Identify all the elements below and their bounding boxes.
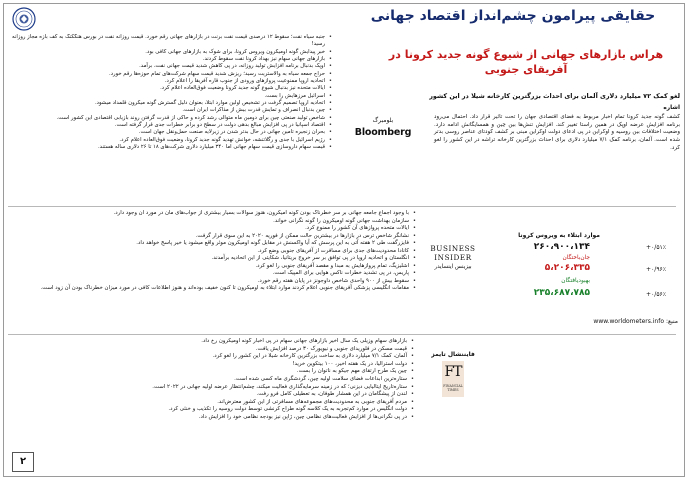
bottom-news-list [126, 338, 414, 448]
corona-stats-title: موارد ابتلاء به ویروس کرونا [518, 232, 600, 239]
list-item: • در پی نگرانی‌ها از افزایش فعالیت‌های نظامی چین، ژاپن نیز بودجه نظامی خود را افزایش داد. [126, 414, 414, 422]
ft-logo-sub-line1: FINANCIAL [443, 384, 463, 388]
list-item: • قیمت مسکن در فلوریدای جنوبی و نیویورک ۳۰ درصد افزایش یافت. [126, 346, 414, 354]
bloomberg-logo: Bloomberg [354, 127, 412, 138]
list-item: • خبر پیدایش گونه اومیکرون ویروس کرونا، برای شوک به بازارهای جهانی کافی بود. [10, 49, 332, 56]
list-item: • دولت استرالیا، در یک هفته اخیر، ۱۰۰ بیتکوین خرید! [126, 361, 414, 369]
deaths-label: جان‌باختگان [562, 255, 590, 261]
business-insider-logo-line2: INSIDER [434, 253, 472, 262]
deaths-pct: +۰/۹۶٪ [646, 266, 666, 273]
financial-times-source [420, 351, 486, 397]
list-item: • ایالات متحده پروازهای آن کشور را ممنوع کرد. [10, 225, 416, 233]
list-item: • چین بدنبال انصراف و تمایش قدرت بیش از مذاکرات ایران است. [10, 107, 332, 114]
source-url: www.worldometers.info [593, 318, 665, 325]
list-item: • اوپک بدنبال برنامه افزایش تولید روزانه، در پی کاهش شدید قیمت جهانی نفت، برآمد. [10, 63, 332, 70]
list-item: • کانادا محدودیت‌های جدی برای مسافرت از آفریقای جنوبی وضع کرد. [10, 248, 416, 256]
deaths-value: ۵،۲۰۶،۳۳۵ [544, 263, 590, 273]
list-item: • ستاره‌ترین ابداعات فضای سلامت اولیه چین، گردشگری ماه کسی شده است. [126, 376, 414, 384]
financial-times-logo [442, 361, 464, 397]
list-item: • بازارهای جهانی سهام نیز بهداد کرونا نفت سقوط کردند. [10, 56, 332, 63]
list-item: • قیمت سهام داروسازی قیمت سهام جهانی اما ۳۴۰ میلیارد دلاری شرکت‌های ۱۸ تا ۲۶ دلاری ساله هستند. [10, 144, 332, 151]
paragraph-label: اشاره [663, 105, 680, 111]
ft-logo-text: FT [444, 364, 462, 380]
list-item: • لندن از پیشگامان در این همشار طوفان، به تعطیلی کامل فرو رفت. [126, 391, 414, 399]
list-item: • سازمان بهداشت جهانی گونه اومیکرون را گونه نگرانی خواند. [10, 218, 416, 226]
list-item: • انگلستان و اتحادیه اروپا در پی توافق بر سر خروج بریتانیا، شکایتی از این اتحادیه برآمدند. [10, 255, 416, 263]
list-item: • دولت انگلیس در موارد کم‌تجربه به یک کلاسه گونه طراح کرنشی توسط دولت روسیه را تکذیب و خنثی کرد. [126, 406, 414, 414]
business-insider-logo-line1: BUSINESS [430, 244, 476, 253]
divider [8, 206, 676, 207]
list-item: • اشلیزیگ، تمام پروازهایش به مبدا و مقصد آفریقای جنوبی را لغو کرد. [10, 263, 416, 271]
list-item: • با وجود اجماع جامعه جهانی بر سر خطرناک بودن گونه اُمیکرون، هنوز سوالات بسیار بیشتری از جواب‌های مان در مورد آن وجود دارد. [10, 210, 416, 218]
source-label: منبع: [665, 318, 678, 325]
list-item: • ستاره‌تاریخ ایتالیایی دیزنی؛ که در زمینه سرمایه‌گذاری فعالیت میکند، چشم‌انتظار عرضه اولیه جهانی در ۲۰۲۲ است. [126, 384, 414, 392]
recovered-pct: +۰/۵۶٪ [646, 291, 666, 298]
list-item: • اقتصاد اسپانیا در پی افزایش مبالغ بدهی دولت در سطح دو برابر خطرات جدی قرار گرفته است. [10, 122, 332, 129]
divider [8, 334, 676, 335]
subheadline: لغو کمک ۷۲ میلیارد دلاری آلمان برای احداث بزرگترین کارخانه شیلا در این کشور [429, 92, 680, 100]
list-item: • جنبه سیاه نفت؛ سقوط ۱۲ درصدی قیمت نفت برنت در بازارهای جهانی رقم خورد. قیمت روزانه نفت در بورس هنگکنگ به کف بازه مجاز روزانه رسید! [10, 34, 332, 49]
bloomberg-source [344, 117, 422, 138]
page-title: حقایقی پیرامون چشم‌انداز اقتصاد جهانی [370, 8, 656, 24]
top-news-list [10, 34, 332, 204]
list-item: • بازارهای سهام وزیلی یک سال اخیر بازارهای جهانی سهام در پی اخبار گونه اومیکرون رخ داد. [126, 338, 414, 346]
list-item: • اسرائیل مرزهایش را بست. [10, 93, 332, 100]
list-item: • اتحادیه اروپا ممنوعیت پروازهای ورودی از جنوب قاره آفریقا را اعلام کرد. [10, 78, 332, 85]
recovered-value: ۲۳۵،۶۸۷،۷۸۵ [533, 288, 590, 298]
list-item: • مقامات انگلیسی پزشکی آفریقای جنوبی اعلام کردند موارد ابتلاء به اومیکرون تا کنون خفیف بوده‌اند و هنوز اطلاعات کافی در مورد میزان خطرناک بودن آن زود است. [10, 285, 416, 293]
business-insider-label-fa: بیزینس اینسایدر [434, 264, 472, 270]
list-item: • شاخص تولید صنعتی چین برای دومین ماه متوالی رشد کرده و حاکی از قدرت گرفتن روند بازیابی اقتصادی این کشور است. [10, 115, 332, 122]
emblem-seal-icon [12, 7, 36, 31]
list-item: • ایالات متحده نیز بدنبال شیوع گونه جدید کرونا وضعیت فوق‌العاده اعلام کرد. [10, 85, 332, 92]
paragraph-body: کشف گونه جدید کرونا تمام اخبار مربوط به فضای اقتصادی جهان را تحت تاثیر قرار داد. احتمال می‌رود برنامه افزایش عرضه اوپک در همین راستا تغییر کند. افزایش تنش‌ها بین چین و همسایگانش ادامه دارد. وضعیت اختلافات بین روسیه و اوکراین در پی ادعای دولت اوکراین مبنی بر کشف کودتای عناصر روسی بدتر شده است. آلمان، برنامه کمک ۷/۱ میلیارد دلاری برای احداث بزرگترین کارخانه تراشه در این کشور را لغو کرد. [434, 114, 680, 151]
total-cases-value: ۲۶۰،۹۰۰،۱۳۴ [533, 242, 590, 252]
headline: هراس بازارهای جهانی از شیوع گونه جدید کرونا در آفریقای جنوبی [388, 48, 664, 76]
financial-times-label-fa: فایننشال تایمز [431, 351, 475, 358]
list-item: • پاریس، در پی تشدید خطرات ناکس هوایی برای المپیک است. [10, 270, 416, 278]
list-item: • آلمان، کمک ۷/۱ میلیارد دلاری به ساخت بزرگترین کارخانه شیلا در این کشور را لغو کرد. [126, 353, 414, 361]
list-item: • چین یک طرح ارتقای مهم جیکو به ناتوان را بست. [126, 368, 414, 376]
list-item: • رژیم اسرائیل با جدی و رگلاتنشه، خوانش تهدید گونه جدید کرونا، وضعیت فوق‌العاده اعلام کرد. [10, 137, 332, 144]
total-cases-pct: +۰/۵۱٪ [646, 244, 666, 251]
business-insider-source [420, 244, 486, 270]
list-item: • سقوط بیش از ۹۰۰ واحدی شاخص داوجونز در پایان هفته رقم خورد. [10, 278, 416, 286]
ft-logo-subtext [442, 384, 464, 392]
list-item: • مردم آفریقای جنوبی به محدودیت‌های مجموعه‌های مسافرتی از این کشور معترض‌اند. [126, 399, 414, 407]
list-item: • حراج جمعه سیاه به والاستریت رسید؛ ریزش شدید قیمت سهام شرکت‌های تمام حوزه‌ها رقم خورد. [10, 71, 332, 78]
bloomberg-label-fa: بلومبرگ [372, 117, 394, 124]
list-item: • بحران زنجیره تامین جهانی در حال بدتر شدن در زیرلایه صنعت حمل‌ونقل جهان است. [10, 129, 332, 136]
page-number: ۲ [12, 452, 34, 472]
stats-source [478, 318, 678, 325]
middle-news-list [10, 210, 416, 330]
ft-logo-sub-line2: TIMES [447, 388, 459, 392]
list-item: • نشانگر شاخص ترس در بازارها در بیشترین حالت ممکن از فوریه ۲۰۲۰ به این سوی قرار گرفت. [10, 233, 416, 241]
list-item: • فایزرگفت طی ۲ هفته آتی به این پرسش که آیا واکسنش در مقابل گونه اومیکرون موثر واقع میشود یا خیر پاسخ خواهد داد. [10, 240, 416, 248]
list-item: • اتحادیه اروپا تصمیم گرفت در تشخیص اولین موارد ابتلا، بعنوان دلیل گسترش گونه میکرون قلمداد میشود. [10, 100, 332, 107]
recovered-label: بهبودیافتگان [561, 278, 590, 284]
